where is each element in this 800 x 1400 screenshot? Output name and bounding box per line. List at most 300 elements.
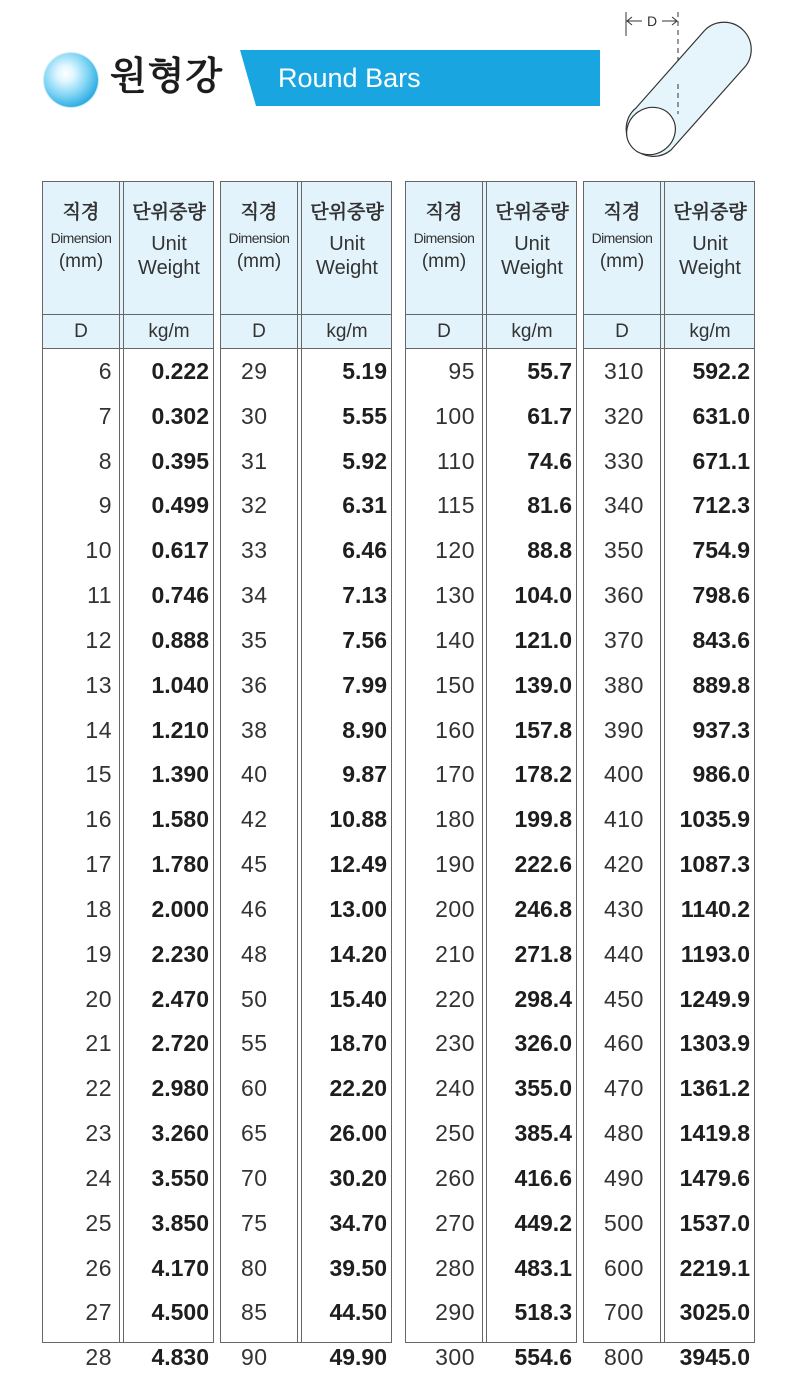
dimension-ko-label: 직경 <box>62 201 100 223</box>
weight-cell: 416.6 <box>514 1164 572 1191</box>
weight-cell: 798.6 <box>692 582 750 609</box>
weight-cell: 385.4 <box>514 1120 572 1147</box>
table-row <box>584 483 754 528</box>
table-row <box>406 932 576 977</box>
dimension-cell: 46 <box>241 895 268 922</box>
dimension-cell: 17 <box>85 851 112 878</box>
column-divider <box>660 182 665 1342</box>
dimension-cell: 19 <box>85 940 112 967</box>
dimension-cell: 20 <box>85 985 112 1012</box>
weight-cell: 0.222 <box>151 358 209 384</box>
weight-cell: 39.50 <box>329 1254 387 1281</box>
weight-cell: 449.2 <box>514 1209 572 1236</box>
dimension-cell: 28 <box>85 1344 112 1371</box>
table-row <box>43 1246 213 1291</box>
dimension-cell: 450 <box>604 985 644 1012</box>
weight-cell: 3.260 <box>151 1120 209 1147</box>
table-row <box>406 528 576 573</box>
table-row <box>584 349 754 394</box>
table-row <box>406 1201 576 1246</box>
weight-cell: 222.6 <box>514 851 572 878</box>
weight-header <box>124 182 214 315</box>
dimension-cell: 600 <box>604 1254 644 1281</box>
dimension-cell: 23 <box>85 1120 112 1147</box>
weight-cell: 199.8 <box>514 806 572 833</box>
dimension-unit-label: (mm) <box>421 251 467 272</box>
dimension-cell: 85 <box>241 1299 268 1326</box>
weight-cell: 326.0 <box>514 1030 572 1057</box>
weight-cell: 1.210 <box>151 716 209 743</box>
weight-cell: 14.20 <box>329 940 387 967</box>
dimension-cell: 50 <box>241 985 268 1012</box>
dimension-symbol: D <box>252 321 266 342</box>
table-row <box>584 1335 754 1380</box>
weight-cell: 1087.3 <box>679 851 750 878</box>
dimension-cell: 95 <box>448 358 475 384</box>
weight-unit: kg/m <box>689 321 731 342</box>
table-row <box>406 618 576 663</box>
weight-cell: 2.000 <box>151 895 209 922</box>
table-row <box>43 977 213 1022</box>
weight-cell: 4.830 <box>151 1344 209 1371</box>
dimension-cell: 270 <box>435 1209 475 1236</box>
dimension-cell: 12 <box>85 626 112 653</box>
table-row <box>43 1156 213 1201</box>
weight-cell: 88.8 <box>527 537 572 564</box>
weight-cell: 121.0 <box>514 626 572 653</box>
table-row <box>43 932 213 977</box>
dimension-ko-label: 직경 <box>240 201 278 223</box>
weight-cell: 7.56 <box>342 626 387 653</box>
weight-cell: 0.888 <box>151 626 209 653</box>
table-row <box>406 439 576 484</box>
table-row <box>221 887 391 932</box>
weight-cell: 754.9 <box>692 537 750 564</box>
dimension-unit-label: (mm) <box>58 251 104 272</box>
weight-cell: 1.580 <box>151 806 209 833</box>
table-row <box>221 1290 391 1335</box>
korean-title: 원형강 <box>110 54 224 98</box>
weight-en-label-2: Weight <box>138 257 200 279</box>
table-row <box>221 1066 391 1111</box>
weight-cell: 1361.2 <box>679 1075 750 1102</box>
table-row <box>43 1201 213 1246</box>
weight-cell: 34.70 <box>329 1209 387 1236</box>
dimension-cell: 350 <box>604 537 644 564</box>
weight-cell: 1419.8 <box>679 1120 750 1147</box>
weight-cell: 1.780 <box>151 851 209 878</box>
dimension-cell: 90 <box>241 1344 268 1371</box>
weight-cell: 355.0 <box>514 1075 572 1102</box>
weight-cell: 2.980 <box>151 1075 209 1102</box>
dimension-cell: 490 <box>604 1164 644 1191</box>
table-row <box>221 349 391 394</box>
dimension-cell: 320 <box>604 402 644 429</box>
table-rows <box>221 349 391 1380</box>
dimension-en-label: Dimension <box>591 230 653 246</box>
column-header <box>584 182 754 315</box>
english-title: Round Bars <box>278 63 421 93</box>
dimension-cell: 160 <box>435 716 475 743</box>
weight-cell: 937.3 <box>692 716 750 743</box>
weight-header <box>665 182 755 315</box>
weight-cell: 5.19 <box>342 358 387 384</box>
table-row <box>43 618 213 663</box>
table-row <box>406 349 576 394</box>
dimension-cell: 80 <box>241 1254 268 1281</box>
weight-cell: 0.395 <box>151 447 209 474</box>
weight-cell: 0.302 <box>151 402 209 429</box>
dimension-cell: 45 <box>241 851 268 878</box>
dimension-en-label: Dimension <box>413 230 475 246</box>
table-row <box>43 1290 213 1335</box>
weight-cell: 3.550 <box>151 1164 209 1191</box>
dimension-cell: 150 <box>435 671 475 698</box>
weight-en-label-1: Unit <box>329 233 365 255</box>
weight-cell: 631.0 <box>692 402 750 429</box>
table-row <box>406 1335 576 1380</box>
weight-cell: 15.40 <box>329 985 387 1012</box>
dimension-cell: 9 <box>98 492 112 519</box>
weight-en-label-1: Unit <box>151 233 187 255</box>
weight-cell: 1.040 <box>151 671 209 698</box>
weight-cell: 712.3 <box>692 492 750 519</box>
table-row <box>43 394 213 439</box>
table-row <box>584 528 754 573</box>
column-divider <box>119 182 124 1342</box>
weight-cell: 8.90 <box>342 716 387 743</box>
table-row <box>406 573 576 618</box>
dimension-cell: 500 <box>604 1209 644 1236</box>
table-row <box>43 1111 213 1156</box>
weight-cell: 6.31 <box>342 492 387 519</box>
dimension-cell: 14 <box>85 716 112 743</box>
dimension-cell: 800 <box>604 1344 644 1371</box>
dimension-cell: 10 <box>85 537 112 564</box>
dimension-unit-label: (mm) <box>599 251 645 272</box>
dimension-cell: 15 <box>85 761 112 788</box>
table-row <box>221 1111 391 1156</box>
dimension-cell: 18 <box>85 895 112 922</box>
weight-ko-label: 단위중량 <box>310 201 384 223</box>
dimension-cell: 180 <box>435 806 475 833</box>
dimension-cell: 21 <box>85 1030 112 1057</box>
weight-cell: 986.0 <box>692 761 750 788</box>
dimension-cell: 27 <box>85 1299 112 1326</box>
weight-en-label-2: Weight <box>679 257 741 279</box>
table-row <box>406 977 576 1022</box>
table-block-2 <box>220 181 392 1371</box>
weight-en-label-2: Weight <box>501 257 563 279</box>
weight-cell: 6.46 <box>342 537 387 564</box>
dimension-cell: 300 <box>435 1344 475 1371</box>
dimension-cell: 29 <box>241 358 268 384</box>
dimension-cell: 115 <box>436 492 475 519</box>
weight-en-label-1: Unit <box>692 233 728 255</box>
dimension-cell: 34 <box>241 582 268 609</box>
dimension-cell: 470 <box>604 1075 644 1102</box>
dimension-cell: 11 <box>87 582 112 609</box>
dimension-cell: 430 <box>604 895 644 922</box>
table-row <box>406 797 576 842</box>
table-rows <box>406 349 576 1380</box>
weight-cell: 0.499 <box>151 492 209 519</box>
table-row <box>584 977 754 1022</box>
dimension-cell: 70 <box>241 1164 268 1191</box>
weight-cell: 4.500 <box>151 1299 209 1326</box>
dimension-header <box>584 182 660 315</box>
weight-cell: 592.2 <box>692 358 750 384</box>
dimension-cell: 32 <box>241 492 268 519</box>
column-divider <box>482 182 487 1342</box>
dimension-cell: 26 <box>85 1254 112 1281</box>
table-row <box>584 752 754 797</box>
table-row <box>406 887 576 932</box>
dimension-cell: 24 <box>85 1164 112 1191</box>
dimension-cell: 55 <box>241 1030 268 1057</box>
weight-cell: 2.470 <box>151 985 209 1012</box>
unit-row <box>406 315 576 349</box>
dimension-cell: 140 <box>435 626 475 653</box>
weight-cell: 5.92 <box>342 447 387 474</box>
dimension-cell: 42 <box>241 806 268 833</box>
table-row <box>43 1021 213 1066</box>
table-row <box>584 1066 754 1111</box>
table-block-4 <box>583 181 755 1371</box>
sphere-bullet-icon <box>44 53 98 107</box>
table-row <box>43 1335 213 1380</box>
dimension-cell: 130 <box>435 582 475 609</box>
table-row <box>406 1111 576 1156</box>
table-row <box>406 842 576 887</box>
weight-cell: 1479.6 <box>679 1164 750 1191</box>
dimension-cell: 700 <box>604 1299 644 1326</box>
unit-row <box>43 315 213 349</box>
dimension-cell: 25 <box>85 1209 112 1236</box>
dimension-cell: 170 <box>435 761 475 788</box>
weight-cell: 104.0 <box>514 582 572 609</box>
weight-cell: 30.20 <box>329 1164 387 1191</box>
dimension-cell: 200 <box>435 895 475 922</box>
dimension-cell: 7 <box>98 402 112 429</box>
dimension-header <box>406 182 482 315</box>
dimension-cell: 16 <box>85 806 112 833</box>
table-row <box>221 1335 391 1380</box>
weight-unit: kg/m <box>326 321 368 342</box>
dimension-cell: 190 <box>435 851 475 878</box>
weight-header <box>487 182 577 315</box>
table-row <box>584 797 754 842</box>
table-row <box>221 439 391 484</box>
table-row <box>221 977 391 1022</box>
table-row <box>406 663 576 708</box>
weight-cell: 843.6 <box>692 626 750 653</box>
dimension-ko-label: 직경 <box>603 201 641 223</box>
weight-cell: 139.0 <box>514 671 572 698</box>
table-row <box>43 349 213 394</box>
weight-cell: 22.20 <box>329 1075 387 1102</box>
table-row <box>221 573 391 618</box>
table-row <box>584 1156 754 1201</box>
weight-cell: 26.00 <box>329 1120 387 1147</box>
dimension-cell: 210 <box>435 940 475 967</box>
table-row <box>584 932 754 977</box>
table-row <box>43 528 213 573</box>
table-row <box>221 932 391 977</box>
table-block-3 <box>405 181 577 1371</box>
dimension-cell: 340 <box>604 492 644 519</box>
weight-unit: kg/m <box>511 321 553 342</box>
weight-cell: 7.13 <box>342 582 387 609</box>
table-block-1 <box>42 181 214 1371</box>
table-row <box>221 842 391 887</box>
table-row <box>221 1156 391 1201</box>
dimension-header <box>221 182 297 315</box>
dimension-cell: 100 <box>435 402 475 429</box>
dimension-cell: 420 <box>604 851 644 878</box>
dimension-cell: 480 <box>604 1120 644 1147</box>
page-header <box>0 0 800 170</box>
dimension-cell: 36 <box>241 671 268 698</box>
weight-header <box>302 182 392 315</box>
table-row <box>43 483 213 528</box>
dimension-cell: 75 <box>241 1209 268 1236</box>
dimension-cell: 230 <box>435 1030 475 1057</box>
table-row <box>221 663 391 708</box>
dimension-cell: 390 <box>604 716 644 743</box>
weight-cell: 7.99 <box>342 671 387 698</box>
table-row <box>221 394 391 439</box>
dimension-cell: 280 <box>435 1254 475 1281</box>
dimension-cell: 290 <box>435 1299 475 1326</box>
table-row <box>584 573 754 618</box>
table-row <box>221 752 391 797</box>
dimension-unit-label: (mm) <box>236 251 282 272</box>
table-row <box>221 708 391 753</box>
weight-cell: 1193.0 <box>680 940 750 967</box>
dimension-cell: 22 <box>85 1075 112 1102</box>
dimension-cell: 330 <box>604 447 644 474</box>
table-row <box>221 483 391 528</box>
dimension-cell: 8 <box>98 447 112 474</box>
table-row <box>406 394 576 439</box>
dimension-ko-label: 직경 <box>425 201 463 223</box>
table-rows <box>43 349 213 1380</box>
column-header <box>43 182 213 315</box>
weight-cell: 61.7 <box>527 402 572 429</box>
weight-en-label-2: Weight <box>316 257 378 279</box>
weight-cell: 3.850 <box>151 1209 209 1236</box>
table-row <box>584 1290 754 1335</box>
weight-cell: 4.170 <box>151 1254 209 1281</box>
table-row <box>43 887 213 932</box>
dimension-cell: 460 <box>604 1030 644 1057</box>
table-row <box>43 663 213 708</box>
dimension-cell: 110 <box>436 447 475 474</box>
table-row <box>406 1290 576 1335</box>
weight-cell: 74.6 <box>527 447 572 474</box>
dimension-symbol: D <box>437 321 451 342</box>
weight-en-label-1: Unit <box>514 233 550 255</box>
weight-cell: 157.8 <box>514 716 572 743</box>
table-row <box>43 708 213 753</box>
dimension-cell: 310 <box>604 358 644 384</box>
weight-cell: 0.617 <box>151 537 209 564</box>
weight-cell: 18.70 <box>329 1030 387 1057</box>
table-row <box>406 1246 576 1291</box>
weight-cell: 1537.0 <box>679 1209 750 1236</box>
dimension-en-label: Dimension <box>228 230 290 246</box>
table-row <box>221 1021 391 1066</box>
unit-row <box>584 315 754 349</box>
weight-cell: 81.6 <box>527 492 572 519</box>
weight-cell: 5.55 <box>342 402 387 429</box>
table-row <box>584 842 754 887</box>
dimension-symbol: D <box>615 321 629 342</box>
weight-cell: 2.720 <box>151 1030 209 1057</box>
table-row <box>221 797 391 842</box>
weight-cell: 44.50 <box>329 1299 387 1326</box>
weight-cell: 0.746 <box>151 582 209 609</box>
dimension-cell: 380 <box>604 671 644 698</box>
table-row <box>221 528 391 573</box>
table-rows <box>584 349 754 1380</box>
weight-cell: 1035.9 <box>679 806 750 833</box>
dimension-cell: 220 <box>435 985 475 1012</box>
dimension-cell: 260 <box>435 1164 475 1191</box>
weight-ko-label: 단위중량 <box>132 201 206 223</box>
table-row <box>584 887 754 932</box>
table-row <box>406 1021 576 1066</box>
dimension-cell: 400 <box>604 761 644 788</box>
weight-cell: 889.8 <box>692 671 750 698</box>
dimension-cell: 410 <box>604 806 644 833</box>
dimension-cell: 250 <box>435 1120 475 1147</box>
table-row <box>406 708 576 753</box>
round-bar-diagram-icon <box>616 4 766 164</box>
weight-cell: 1249.9 <box>679 985 750 1012</box>
table-row <box>584 708 754 753</box>
table-row <box>43 439 213 484</box>
table-row <box>584 618 754 663</box>
dimension-cell: 35 <box>241 626 268 653</box>
table-row <box>584 663 754 708</box>
dimension-cell: 33 <box>241 537 268 564</box>
dimension-cell: 6 <box>98 358 112 384</box>
weight-ko-label: 단위중량 <box>673 201 747 223</box>
table-row <box>221 618 391 663</box>
weight-cell: 554.6 <box>514 1344 572 1371</box>
dimension-cell: 240 <box>435 1075 475 1102</box>
table-row <box>584 1111 754 1156</box>
dimension-cell: 360 <box>604 582 644 609</box>
table-row <box>221 1246 391 1291</box>
weight-cell: 298.4 <box>514 985 572 1012</box>
weight-cell: 246.8 <box>514 895 572 922</box>
column-header <box>221 182 391 315</box>
dimension-cell: 440 <box>604 940 644 967</box>
table-row <box>406 483 576 528</box>
table-row <box>406 1066 576 1111</box>
weight-cell: 271.8 <box>514 940 572 967</box>
weight-cell: 9.87 <box>342 761 387 788</box>
table-row <box>584 394 754 439</box>
weight-cell: 49.90 <box>329 1344 387 1371</box>
table-row <box>584 1246 754 1291</box>
weight-cell: 518.3 <box>514 1299 572 1326</box>
table-row <box>584 439 754 484</box>
table-row <box>43 1066 213 1111</box>
